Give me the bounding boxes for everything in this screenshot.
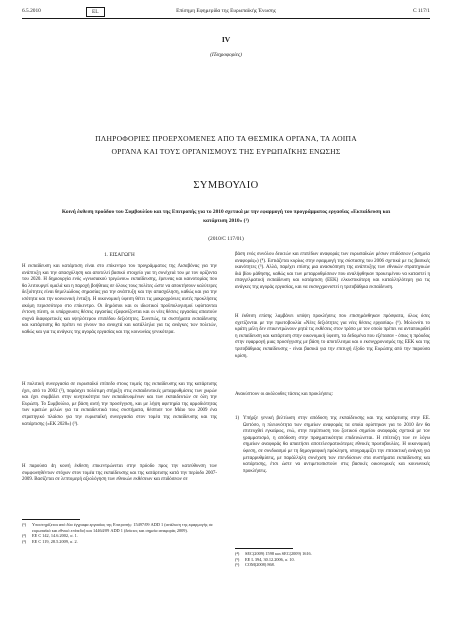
- section-heading: [22, 132, 430, 158]
- footnote: (⁶) COM(2008) 868.: [235, 562, 275, 568]
- left-column: [22, 252, 217, 624]
- journal-name: Επίσημη Εφημερίδα της Ευρωπαϊκής Ένωσης: [176, 8, 276, 14]
- part-number: IV: [221, 35, 231, 44]
- document-reference: (2010/C 117/01): [208, 236, 244, 242]
- language-code-box: EL: [86, 7, 105, 17]
- footnotes: [22, 522, 217, 544]
- footnote: (²) ΕΕ C 142, 14.6.2002, σ. 1.: [22, 533, 78, 539]
- footnote-rule: [235, 548, 293, 549]
- section-heading-line-2: ΟΡΓΑΝΑ ΚΑΙ ΤΟΥΣ ΟΡΓΑΝΙΣΜΟΥΣ ΤΗΣ ΕΥΡΩΠΑΪΚΗΣ ΕΝΩΣΗΣ: [111, 147, 341, 156]
- paragraph: βάση ενός συνόλου δεικτών και επιπέδων αναφοράς των ευρωπαϊκών μέσων επιδόσεων («σημεία αναφοράς») (⁴). Εστιάζεται κυρίως στην εφαρμογή της σύστασης του 2006 σχετικά με τις βασικές ικανότητες (⁵). Αλλά, παρέχει επίσης μια ανασκόπηση της ανάπτυξης των εθνικών στρατηγικών διά βίου μάθησης, καθώς και των μεταρρυθμίσεων που αναλήφθηκαν προκειμένου να καταστεί η επαγγελματική εκπαίδευση και κατάρτιση (ΕΕΚ) ελκυστικότερη και καταλληλότερη για τις ανάγκες της αγοράς εργασίας, και να εκσυγχρονιστεί η τριτοβάθμια εκπαίδευση.: [235, 252, 430, 290]
- page-reference: C 117/1: [412, 8, 430, 14]
- paragraph: Ανακύπτουν οι ακόλουθες τάσεις και προκλήσεις:: [235, 392, 333, 397]
- footnote-rule: [22, 519, 80, 520]
- header-rule: [22, 18, 430, 19]
- footnote: (¹) Υποστηρίζεται από δύο έγγραφα εργασίας της Επιτροπής: 15497/09 ADD 1 (ανάλυση της εφαρμογής σε ευρωπαϊκό και εθνικό επίπεδο) και 14464/09 ADD 1 (δείκτες και σημεία αναφοράς 2009).: [22, 522, 213, 533]
- publication-date: 6.5.2010: [22, 8, 41, 14]
- footnote: (⁵) ΕΕ L 394, 30.12.2006, σ. 10.: [235, 556, 295, 562]
- paragraph: Η εκπαίδευση και κατάρτιση είναι στο επίκεντρο του προγράμματος της Λισαβόνας για την ανάπτυξη και την απασχόληση και αποτελεί βασικό στοιχείο για τη συνέχειά του με τον ορίζοντα του 2020. Η δημιουργία ενός «γνωσιακού τριγώνου» εκπαίδευσης, έρευνας και καινοτομίας που θα λειτουργεί ομαλά και η παροχή βοήθειας σε όλους τους πολίτες ώστε να αποκτήσουν καλύτερες δεξιότητες είναι θεμελιώδους σημασίας για την ανάπτυξη και την απασχόληση, καθώς και για την ισότητα και την κοινωνική ένταξη. Η οικονομική ύφεση θέτει τις μακροχρόνιες αυτές προκλήσεις ακόμη περισσότερο στο επίκεντρο. Οι δημόσιοι και οι ιδιωτικοί προϋπολογισμοί υφίστανται έντονη πίεση, οι υπάρχουσες θέσεις εργασίας εξαφανίζονται και οι νέες θέσεις εργασίας απαιτούν συχνά διαφορετικές και υψηλότερου επιπέδου δεξιότητες. Συνεπώς, τα συστήματα εκπαίδευσης και κατάρτισης θα πρέπει να γίνουν πιο ανοιχτά και κατάλληλα για τις ανάγκες των πολιτών, καθώς και για τις ανάγκες της αγοράς εργασίας και της κοινωνίας γενικότερα.: [22, 264, 217, 335]
- paragraph: Η πολιτική συνεργασία σε ευρωπαϊκό επίπεδο στους τομείς της εκπαίδευσης και της κατάρτισης έχει, από το 2002 (²), παράσχει πολύτιμη στήριξη στις εκπαιδευτικές μεταρρυθμίσεις των χωρών και έχει συμβάλει στην κινητικότητα των εκπαιδευομένων και των εκπαιδευτών σε όλη την Ευρώπη. Το Συμβούλιο, με βάση αυτή την προσέγγιση, και με λήψη αφετηρία της αρμοδιότητας των κρατών μελών για τα εκπαιδευτικά τους συστήματα, θέσπισε τον Μάιο του 2009 ένα στρατηγικό πλαίσιο για την ευρωπαϊκή συνεργασία στον τομέα της εκπαίδευσης και της κατάρτισης («ΕΚ 2020») (³).: [22, 382, 217, 427]
- body-title: ΣΥΜΒΟΥΛΙΟ: [193, 180, 259, 191]
- paragraph: Η παρούσα 4η κοινή έκθεση επικεντρώνεται στην πρόοδο προς την κατεύθυνση των συμφωνηθέντων στόχων στον τομέα της εκπαίδευσης και της κατάρτισης κατά την περίοδο 2007-2009. Βασίζεται σε λεπτομερή αξιολόγηση των εθνικών εκθέσεων και επιδόσεων σε: [22, 464, 217, 483]
- footnote: (³) ΕΕ C 119, 28.5.2009, σ. 2.: [22, 538, 78, 544]
- paragraph: Η έκθεση επίσης λαμβάνει υπόψη προκλήσεις που επισημάνθηκαν πρόσφατα, όλως όσες σχετίζονται με την πρωτοβουλία «Νέες δεξιότητες για νέες θέσεις εργασίας» (⁶). Μολονότι το κράτη μέλη δεν επικεντρώνουν ρητά τις εκθέσεις στον τρόπο με τον οποίο πρέπει να ανταποκριθεί η εκπαίδευση και κατάρτιση στην οικονομική ύφεση, τα δεδομένα που εξέτασαν - όπως η πρόοδος στην εφαρμογή μιας προσέγγισης με βάση το αποτέλεσμα και ο εκσυγχρονισμός της ΕΕΚ και της τριτοβάθμιας εκπαίδευσης - είναι βασικά για την επιτυχή έξοδο της Ευρώπης από την παρούσα κρίση.: [235, 314, 430, 359]
- footnote: (⁴) SEC(2009) 1598 και SEC(2009) 1616.: [235, 551, 312, 556]
- introduction-title: 1. ΕΙΣΑΓΩΓΗ: [104, 252, 135, 258]
- footnotes: [235, 551, 430, 568]
- right-column: [235, 252, 430, 624]
- section-heading-line-1: ΠΛΗΡΟΦΟΡΙΕΣ ΠΡΟΕΡΧΟΜΕΝΕΣ ΑΠΟ ΤΑ ΘΕΣΜΙΚΑ ΟΡΓΑΝΑ, ΤΑ ΛΟΙΠΑ: [95, 134, 357, 143]
- enumerated-point: 1) Υπήρξε γενική βελτίωση στην απόδοση της εκπαίδευσης και της κατάρτισης στην ΕΕ. Ωστόσο, η πλειονότητα των σημείων αναφοράς τα οποία ορίστηκαν για το 2010 δεν θα επιτευχθεί εγκαίρως, ενώ, στην περίπτωση του ζωτικού σημείου αναφοράς σχετικά με τον γραμματισμό, η απόδοση στην πραγματικότητα επιδεινώνεται. Η επίτευξη των εν λόγω σημείων αναφοράς θα απαιτήσει αποτελεσματικότερες εθνικές πρωτοβουλίες. Η οικονομική ύφεση, σε συνδυασμό με τη δημογραφική πρόκληση, υπογραμμίζει την επιτακτική ανάγκη για μεταρρυθμίσεις, με παράλληλη συνέχιση των επενδύσεων στα συστήματα εκπαίδευσης και κατάρτισης, έτσι ώστε να αντιμετωπιστούν στις βασικές οικονομικές και κοινωνικές προκλήσεις.: [235, 416, 430, 474]
- part-subtitle: (Πληροφορίες): [210, 52, 242, 58]
- document-title: Κοινή έκθεση προόδου του Συμβουλίου και της Επιτροπής για το 2010 σχετικά με την εφαρμογή του προγράμματος εργασίας «Εκπαίδευση και κατάρτιση 2010» (¹): [61, 209, 391, 224]
